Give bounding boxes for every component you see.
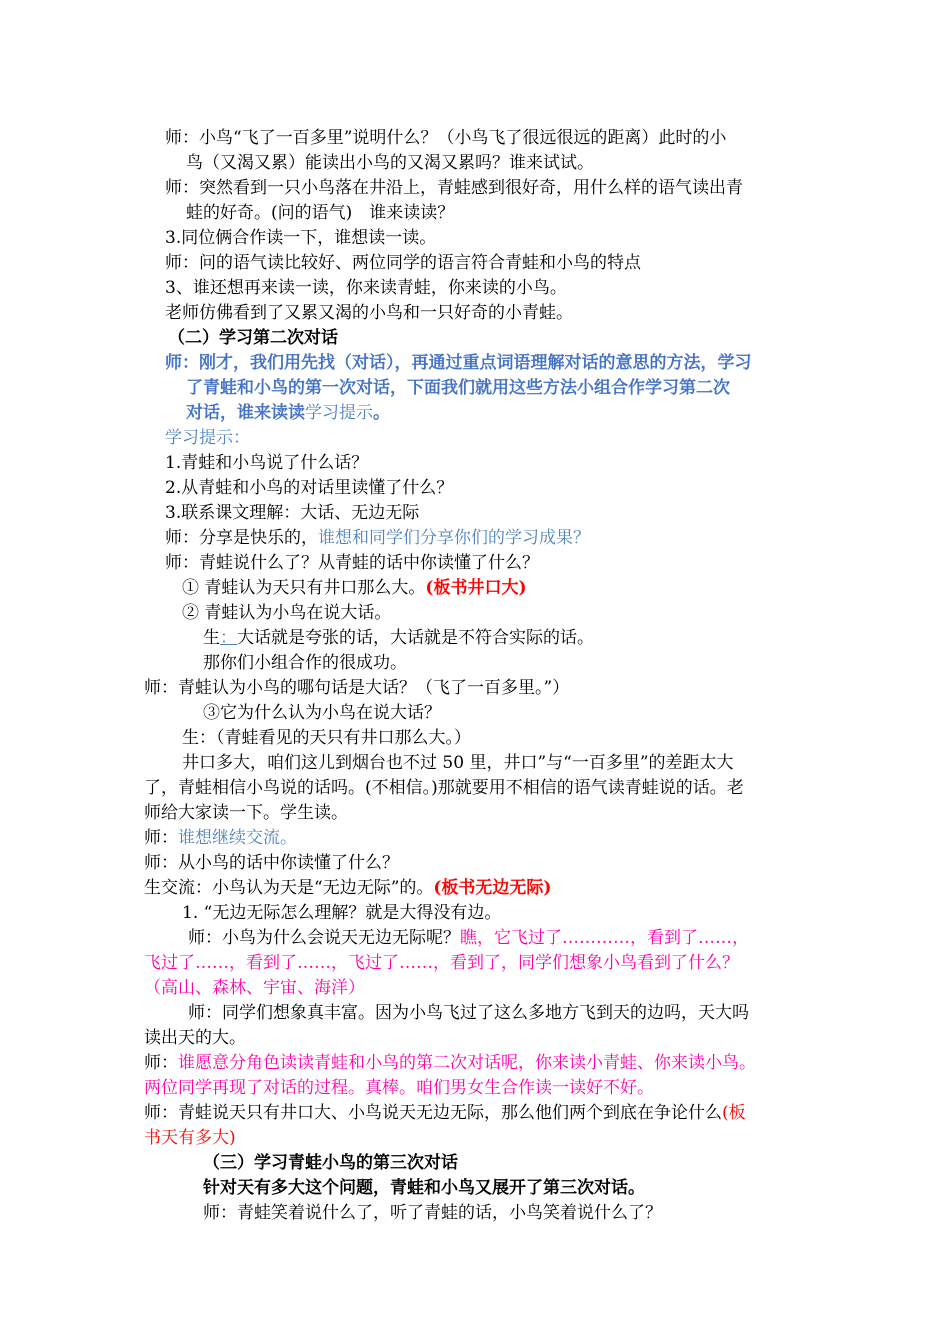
paragraph: 井口多大，咱们这儿到烟台也不过 50 里，井口”与“一百多里”的差距太大 (182, 753, 734, 773)
paragraph (144, 1052, 756, 1074)
student-answer (203, 627, 594, 649)
board-note: (板 (722, 1103, 746, 1123)
paragraph: 师：小鸟“飞了一百多里”说明什么？（小鸟飞了很远很远的距离）此时的小 (165, 128, 727, 148)
paragraph-continuation: 了，青蛙相信小鸟说的话吗。(不相信。)那就要用不相信的语气读青蛙说的话。老 (144, 778, 744, 798)
paragraph (144, 877, 551, 899)
paragraph: 3.同位俩合作读一下，谁想读一读。 (165, 228, 437, 248)
paragraph-continuation: 师给大家读一下。学生读。 (144, 803, 348, 823)
paragraph (144, 827, 297, 849)
paragraph: 师：青蛙说什么了？从青蛙的话中你读懂了什么？ (165, 553, 539, 573)
paragraph: 针对天有多大这个问题，青蛙和小鸟又展开了第三次对话。 (203, 1178, 645, 1198)
paragraph: 3、谁还想再来读一读，你来读青蛙，你来读的小鸟。 (165, 278, 567, 298)
paragraph-continuation: （高山、森林、宇宙、海洋） (144, 978, 365, 998)
paragraph-continuation: 蛙的好奇。(问的语气) 谁来读读？ (186, 203, 455, 223)
paragraph: 老师仿佛看到了又累又渴的小鸟和一只好奇的小青蛙。 (165, 303, 573, 323)
paragraph (144, 1102, 746, 1124)
study-tips-link: 学习提示 (305, 403, 373, 423)
board-note: (板书井口大) (425, 578, 527, 598)
section-heading-3: （三）学习青蛙小鸟的第三次对话 (203, 1153, 458, 1173)
paragraph: 师：青蛙认为小鸟的哪句话是大话？（飞了一百多里。”） (144, 678, 570, 698)
text: 师： (144, 828, 178, 848)
text: 师：青蛙说天只有井口大、小鸟说天无边无际，那么他们两个到底在争论什么 (144, 1103, 722, 1123)
text: 师：分享是快乐的， (165, 528, 318, 548)
text: 生 (203, 628, 220, 648)
highlighted-text: 谁愿意分角色读读青蛙和小鸟的第二次对话呢，你来读小青蛙、你来读小鸟。 (178, 1053, 756, 1073)
highlighted-text: 瞧，它飞过了…………，看到了……， (460, 928, 749, 948)
text: 生交流：小鸟认为天是“无边无际”的。 (144, 878, 434, 898)
list-item: ③它为什么认为小鸟在说大话？ (203, 703, 441, 723)
list-item: ② 青蛙认为小鸟在说大话。 (182, 603, 392, 623)
teacher-prompt-continuation (186, 402, 390, 424)
study-tip: 3.联系课文理解：大话、无边无际 (165, 503, 420, 523)
board-note-continuation: 书天有多大) (144, 1128, 236, 1148)
list-item: 1. “无边无际怎么理解？就是大得没有边。 (182, 903, 502, 923)
teacher-prompt: 师：刚才，我们用先找（对话），再通过重点词语理解对话的意思的方法，学习 (165, 353, 752, 373)
text: 师：小鸟为什么会说天无边无际呢？ (188, 928, 460, 948)
study-tip: 1.青蛙和小鸟说了什么话？ (165, 453, 369, 473)
teacher-prompt-continuation: 了青蛙和小鸟的第一次对话，下面我们就用这些方法小组合作学习第二次 (186, 378, 730, 398)
board-note: (板书无边无际) (433, 878, 552, 898)
text: 大话就是夸张的话，大话就是不符合实际的话。 (237, 628, 594, 648)
paragraph: 师：问的语气读比较好、两位同学的语言符合青蛙和小鸟的特点 (165, 253, 641, 273)
underlined-colon: ： (220, 628, 237, 648)
paragraph-continuation: 两位同学再现了对话的过程。真棒。咱们男女生合作读一读好不好。 (144, 1078, 654, 1098)
list-item (182, 577, 527, 599)
student-answer: 生：（青蛙看见的天只有井口那么大。） (182, 728, 471, 748)
study-tips-title: 学习提示： (165, 428, 250, 448)
paragraph-continuation: 飞过了……，看到了……，飞过了……，看到了，同学们想象小鸟看到了什么？ (144, 953, 739, 973)
highlighted-text: 谁想继续交流。 (178, 828, 297, 848)
paragraph: 那你们小组合作的很成功。 (203, 653, 407, 673)
prompt-text: 对话，谁来读读 (186, 403, 305, 423)
text: 师： (144, 1053, 178, 1073)
paragraph: 师：同学们想象真丰富。因为小鸟飞过了这么多地方飞到天的边吗，天大吗 (188, 1003, 749, 1023)
paragraph: 师：突然看到一只小鸟落在井沿上，青蛙感到很好奇，用什么样的语气读出青 (165, 178, 743, 198)
paragraph-continuation: 鸟（又渴又累）能读出小鸟的又渴又累吗？谁来试试。 (186, 153, 594, 173)
prompt-end: 。 (373, 403, 390, 423)
paragraph: 师：从小鸟的话中你读懂了什么？ (144, 853, 399, 873)
study-tip: 2.从青蛙和小鸟的对话里读懂了什么？ (165, 478, 454, 498)
highlighted-text: 谁想和同学们分享你们的学习成果？ (318, 528, 590, 548)
text: ① 青蛙认为天只有井口那么大。 (182, 578, 426, 598)
paragraph-continuation: 读出天的大。 (144, 1028, 246, 1048)
paragraph (188, 927, 749, 949)
section-heading-2: （二）学习第二次对话 (168, 328, 338, 348)
paragraph: 师：青蛙笑着说什么了，听了青蛙的话，小鸟笑着说什么了？ (203, 1203, 662, 1223)
paragraph (165, 527, 590, 549)
